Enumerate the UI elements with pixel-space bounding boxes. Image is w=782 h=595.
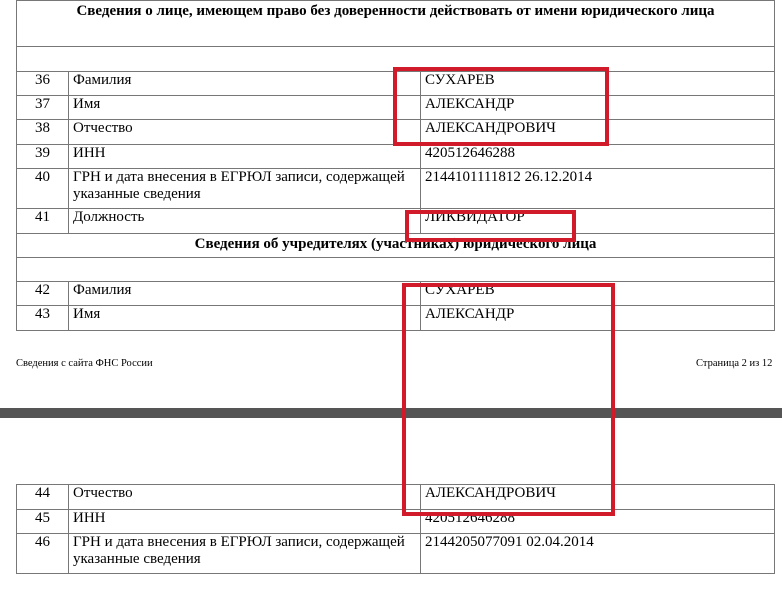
row-label: ИНН — [69, 510, 421, 534]
row-label: Имя — [69, 96, 421, 120]
row-number: 39 — [17, 145, 69, 169]
row-value: ЛИКВИДАТОР — [421, 209, 775, 234]
row-value: 2144205077091 02.04.2014 — [421, 534, 775, 574]
row-value: 2144101111812 26.12.2014 — [421, 169, 775, 209]
row-number: 38 — [17, 120, 69, 145]
table-row — [17, 306, 775, 331]
page-separator — [0, 408, 782, 418]
section-title-founders: Сведения об учредителях (участниках) юридического лица — [17, 234, 775, 258]
row-number: 41 — [17, 209, 69, 234]
table-row — [17, 145, 775, 169]
row-number: 43 — [17, 306, 69, 331]
section-header-row — [17, 1, 775, 47]
footer-page-number: Страница 2 из 12 — [696, 358, 773, 369]
row-value: АЛЕКСАНДР — [421, 96, 775, 120]
row-value: АЛЕКСАНДРОВИЧ — [421, 120, 775, 145]
row-label: Имя — [69, 306, 421, 331]
row-label: ИНН — [69, 145, 421, 169]
highlight-box-position — [405, 210, 576, 242]
section-header-row — [17, 234, 775, 258]
row-label: ГРН и дата внесения в ЕГРЮЛ записи, содержащей указанные сведения — [69, 534, 421, 574]
row-value: СУХАРЕВ — [421, 282, 775, 306]
section-title-representative: Сведения о лице, имеющем право без доверенности действовать от имени юридического лица — [17, 1, 775, 47]
row-number: 37 — [17, 96, 69, 120]
representative-table — [16, 0, 775, 331]
row-value: 420512646288 — [421, 510, 775, 534]
table-row — [17, 485, 775, 510]
row-value: СУХАРЕВ — [421, 72, 775, 96]
row-label: Отчество — [69, 120, 421, 145]
empty-row — [17, 258, 775, 282]
table-row — [17, 169, 775, 209]
table-row — [17, 282, 775, 306]
row-label: Отчество — [69, 485, 421, 510]
row-number: 44 — [17, 485, 69, 510]
row-label: ГРН и дата внесения в ЕГРЮЛ записи, содержащей указанные сведения — [69, 169, 421, 209]
row-label: Фамилия — [69, 72, 421, 96]
highlight-box-representative-name — [393, 67, 609, 146]
row-number: 42 — [17, 282, 69, 306]
document-page-3 — [0, 420, 782, 595]
row-value: АЛЕКСАНДР — [421, 306, 775, 331]
highlight-box-founder-name — [402, 283, 615, 516]
table-row — [17, 534, 775, 574]
row-label: Фамилия — [69, 282, 421, 306]
row-label: Должность — [69, 209, 421, 234]
table-row — [17, 209, 775, 234]
footer-source: Сведения с сайта ФНС России — [16, 358, 153, 369]
row-value: 420512646288 — [421, 145, 775, 169]
founders-table-continued — [16, 484, 775, 574]
row-number: 46 — [17, 534, 69, 574]
row-number: 45 — [17, 510, 69, 534]
row-number: 36 — [17, 72, 69, 96]
table-row — [17, 510, 775, 534]
row-number: 40 — [17, 169, 69, 209]
row-value: АЛЕКСАНДРОВИЧ — [421, 485, 775, 510]
